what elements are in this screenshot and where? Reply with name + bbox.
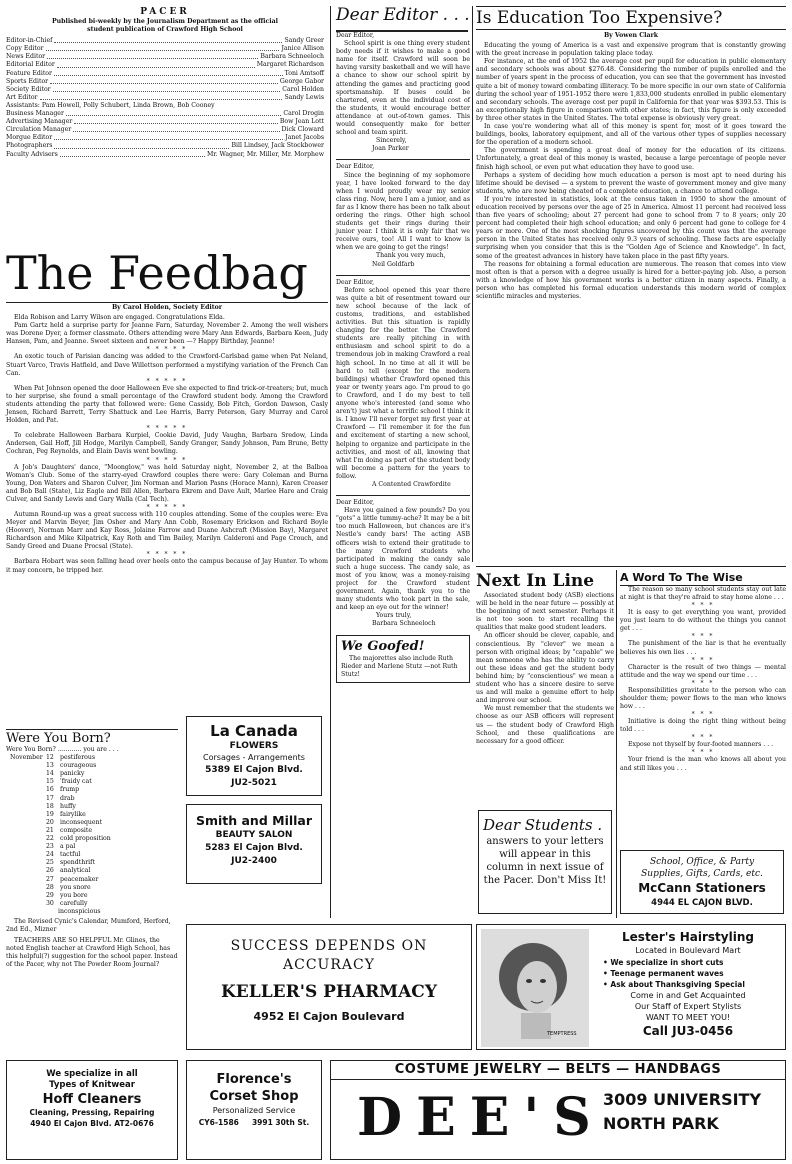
staff-name: Janet Jacobs <box>285 134 324 142</box>
born-row <box>10 851 178 859</box>
staff-name: Margaret Richardson <box>256 61 324 69</box>
separator-stars: * * * <box>691 711 715 719</box>
lester-item: • Teenage permanent waves <box>603 969 724 978</box>
born-day: 25 <box>46 859 54 867</box>
next-in-line-paragraph: An officer should be clever, capable, and conscientious. By "clever" we mean a person with original ideas; by "capable" we mean someone who has the ability to carry out these ideas and get the student body behind him; by "conscientious" we mean a student who has a sincere desire to serve us and will make a genuine effort to help and improve our school. <box>476 632 614 705</box>
born-month <box>10 892 46 900</box>
dear-students-box <box>478 810 612 914</box>
ad-keller-line2: ACCURACY <box>283 957 375 973</box>
born-sub: Were You Born? ............ you are . . . <box>6 746 119 753</box>
born-row <box>10 892 178 900</box>
word-to-wise <box>620 570 786 832</box>
ad-mccann-addr: 4944 EL CAJON BLVD. <box>651 898 753 908</box>
ad-lester-sub: Located in Boulevard Mart <box>635 946 741 955</box>
staff-role: Circulation Manager <box>6 126 72 134</box>
feedbag-paragraph: Pam Gartz held a surprise party for Jeanne Farn, Saturday, November 2. Among the well wishers was Dorene Dyer, a former classmate. Others attending were Mary Ann Edwards, Barbara Keen, Judy Hansen, Pam, and Jeanne. Sweet sixteen and never been —? Happy Birthday, Jeanne! <box>6 322 328 346</box>
staff-role: Copy Editor <box>6 45 44 53</box>
staff-role: News Editor <box>6 53 46 61</box>
born-word: 'fraidy cat <box>60 778 92 786</box>
born-month <box>10 811 46 819</box>
ad-lester-phone: Call JU3-0456 <box>642 1024 734 1038</box>
wise-item: Initiative is doing the right thing without being told . . . <box>620 718 786 734</box>
staff-list-business <box>6 110 324 159</box>
leader-dots <box>54 70 283 76</box>
leader-dots <box>47 53 258 59</box>
staff-role: Editorial Editor <box>6 61 55 69</box>
ad-lesters <box>476 924 786 1050</box>
letter-greeting: Dear Editor, <box>336 278 375 286</box>
born-month <box>10 762 46 770</box>
lester-item: • Ask about Thanksgiving Special <box>603 980 745 989</box>
ad-florence-line1: Personalized Service <box>212 1106 296 1115</box>
born-word: you bore <box>60 891 88 899</box>
separator-stars: * * * * * <box>146 377 188 385</box>
education-paragraph: Perhaps a system of deciding how much education a person is most apt to need during his lifetime should be devised — a system to prevent the waste of government money and give many students, who are now being cheated of a complete education, a chance to attend college. <box>476 171 786 195</box>
leader-dots <box>54 134 283 140</box>
born-word: panicky <box>60 770 85 778</box>
staff-row <box>6 45 324 53</box>
ad-dees-line1: 3009 UNIVERSITY <box>603 1090 762 1109</box>
ad-kellers-pharmacy <box>186 924 472 1050</box>
born-row <box>10 795 178 803</box>
born-month <box>10 835 46 843</box>
born-row <box>10 762 178 770</box>
feedbag-paragraph: Elda Robison and Larry Wilson are engaged. Congratulations Elda. <box>14 314 225 322</box>
masthead-line1: Published bi-weekly by the Journalism Department as the official <box>51 18 279 25</box>
born-row <box>10 876 178 884</box>
letter-body: Before school opened this year there was quite a bit of resentment toward our new school because of the lack of customs, traditions, and established activities. But this situation is rapidly changing for the better. The Crawford students are really pitching in with enthusiasm and school spirit to do a tremendous job in making Crawford a real high school. In no time at all it will be hard to tell (except for the modern buildings) whether Crawford opened this year or twenty years ago. I'm proud to go to Crawford, and I do my best to tell anyone who's interested (and some who aren't) just what a terrific school I think it is. I know I'll never forget my first year at Crawford — I'll remember it for the fun and excitement of starting a new school, helping to organize and participate in the activities, and most of all, knowing that what I'm doing as part of the student body will become a pattern for the years to follow. <box>336 286 470 480</box>
ad-hoff-line2: Types of Knitwear <box>49 1080 135 1090</box>
born-month: November <box>10 754 43 762</box>
education-title: Is Education Too Expensive? <box>476 6 786 30</box>
born-word: peacemaker <box>60 875 99 883</box>
born-month <box>10 786 46 794</box>
staff-role: Art Editor <box>6 93 38 101</box>
wise-title: A Word To The Wise <box>620 570 786 586</box>
born-month <box>10 876 46 884</box>
born-month <box>10 867 46 875</box>
born-row <box>10 884 178 892</box>
ad-lacanada-line2: 5389 El Cajon Blvd. <box>205 765 303 775</box>
staff-name: Dick Cloward <box>281 126 324 134</box>
staff-name: Toni Amtsoff <box>284 69 324 77</box>
letter-signature: Joan Parker <box>372 145 409 153</box>
ad-lacanada-line3: JU2-5021 <box>231 778 277 788</box>
born-last: inconspicious <box>58 907 101 915</box>
ad-smith-millar <box>186 804 322 884</box>
ad-lacanada-name: La Canada <box>210 722 298 740</box>
born-month <box>10 843 46 851</box>
leader-dots <box>40 94 283 100</box>
editor-letter <box>336 163 470 268</box>
staff-row <box>6 118 324 126</box>
ad-lester-line1: Come in and Get Acquainted <box>630 991 746 1000</box>
feedbag-article <box>6 304 328 730</box>
born-day: 13 <box>46 762 54 770</box>
born-day: 27 <box>46 875 54 883</box>
ad-smith-line2: JU2-2400 <box>231 856 277 866</box>
dear-editor <box>336 5 470 918</box>
born-row <box>10 778 178 786</box>
separator-stars: * * * * * <box>146 425 188 433</box>
letter-signature: A Contented Crawfordite <box>372 480 451 488</box>
leader-dots <box>74 118 278 124</box>
born-word: carefully <box>60 899 88 907</box>
staff-role: Society Editor <box>6 85 51 93</box>
education-paragraph: If you're interested in statistics, look at the census taken in 1950 to show the amount of education received by persons over the age of 25 in America. Almost 11 percent had received less than five years of schooling; about 27 percent had gone to school from 7 to 8 years; only 20 percent had completed their high school education; and only 6 percent had gone to college for 4 years or more. One of the most shocking figures uncovered by this count was that the average person in the United States has received only 9.3 years of schooling. These facts are especially surprising when you consider that this is the "Golden Age of Science and Knowledge". In fact, some of the greatest advances in history have taken place in the past fifty years. <box>476 195 786 260</box>
ad-lester-line2: Our Staff of Expert Stylists <box>634 1002 742 1011</box>
born-credit: The Revised Cynic's Calendar, Mumford, Herford, 2nd Ed., Mizner <box>6 917 171 934</box>
feedbag-title-text: The Feedbag <box>6 246 308 300</box>
born-row <box>10 859 178 867</box>
leader-dots <box>60 151 205 157</box>
born-month <box>10 819 46 827</box>
born-word: analytical <box>60 867 91 875</box>
born-month <box>10 778 46 786</box>
letter-greeting: Dear Editor, <box>336 163 375 171</box>
born-word: composite <box>60 826 93 834</box>
leader-dots <box>46 45 280 51</box>
education-paragraph: Educating the young of America is a vast and expensive program that is constantly growing with the great increase in population taking place today. <box>476 42 786 58</box>
teachers-note: TEACHERS ARE SO HELPFUL Mr. Glines, the noted English teacher at Crawford High School, has this helpful(?) suggestion for the school paper. Instead of the Pacer, why not The Powder Room Journal? <box>6 937 178 969</box>
born-word: pestiferous <box>60 754 96 762</box>
letter-signature: Barbara Schneeloch <box>372 620 436 628</box>
wise-item: Responsibilities gravitate to the person who can shoulder them; power flows to the man who knows how . . . <box>620 686 786 711</box>
born-month <box>10 884 46 892</box>
ad-mccann <box>620 850 784 914</box>
editor-letter <box>336 279 470 489</box>
born-month <box>10 851 46 859</box>
born-day: 20 <box>46 818 54 826</box>
dear-students-title: Dear Students . <box>483 816 603 834</box>
ad-hoff-cleaners <box>6 1060 178 1160</box>
born-row <box>10 835 178 843</box>
born-row <box>10 786 178 794</box>
wise-item: Character is the result of two things — mental attitude and the way we spend our time . . . <box>620 663 786 679</box>
staff-row <box>6 142 324 150</box>
education-byline: By Vowen Clark <box>603 32 659 39</box>
born-month <box>10 803 46 811</box>
born-word: a pal <box>60 843 76 851</box>
masthead-line2: student publication of Crawford High School <box>87 26 243 34</box>
staff-name: Bow Jean Lott <box>279 118 324 126</box>
ad-keller-addr: 4952 El Cajon Boulevard <box>253 1010 405 1023</box>
ad-mccann-name: McCann Stationers <box>638 881 766 895</box>
staff-role: Faculty Advisers <box>6 150 58 158</box>
ad-lester-name: Lester's Hairstyling <box>622 930 754 944</box>
letter-greeting: Dear Editor, <box>336 32 375 39</box>
born-word: drab <box>60 794 75 802</box>
ad-florences <box>186 1060 322 1160</box>
wise-item: It is easy to get everything you want, provided you just learn to do without the things you cannot get . . . <box>620 609 786 633</box>
leader-dots <box>54 142 229 148</box>
feedbag-byline: By Carol Holden, Society Editor <box>111 304 223 311</box>
staff-name: Mr. Wagner, Mr. Miller, Mr. Morphew <box>206 150 324 158</box>
separator-stars: * * * <box>691 679 715 687</box>
education-article <box>476 6 786 562</box>
feedbag-paragraph: To celebrate Halloween Barbara Kurpiel, Cookie David, Judy Vaughn, Barbara Sredow, Linda Andersen, Gail Hoff, Jill Hodge, Marilyn Campbell, Sandy Granger, Sandy Johnson, Pam Brune, Betty Cochran, Peg Reynolds, and Elain Davis went bowling. <box>6 432 328 456</box>
born-section <box>6 731 178 1027</box>
staff-name: Janice Allison <box>281 45 324 53</box>
born-day: 17 <box>46 794 54 802</box>
next-in-line-paragraph: Associated student body (ASB) elections will be held in the near future — possibly at the beginning of next semester. Perhaps it is not too soon to start recalling the qualities that make good student leaders. <box>476 592 614 632</box>
born-row <box>10 900 178 908</box>
born-day: 28 <box>46 883 54 891</box>
separator-stars: * * * * * <box>146 503 188 511</box>
ad-la-canada <box>186 716 322 796</box>
ad-hoff-line1: We specialize in all <box>46 1069 138 1079</box>
lester-item: • We specialize in short cuts <box>603 958 724 967</box>
wise-item: The reason so many school students stay out late at night is that they're afraid to stay home alone . . . <box>620 586 786 602</box>
staff-row <box>6 126 324 134</box>
feedbag-title <box>4 246 330 302</box>
born-word: tactful <box>60 851 81 859</box>
ad-dees-name: DEE'S <box>357 1087 605 1148</box>
born-day: 30 <box>46 899 54 907</box>
ad-dees <box>330 1060 786 1160</box>
staff-row <box>6 70 324 78</box>
born-day: 21 <box>46 826 54 834</box>
staff-row <box>6 134 324 142</box>
letter-greeting: Dear Editor, <box>336 499 375 507</box>
born-day: 23 <box>46 843 54 851</box>
ad-smith-name: Smith and Millar <box>195 813 313 828</box>
leader-dots <box>53 86 281 92</box>
staff-row <box>6 78 324 86</box>
born-title: Were You Born? <box>6 731 111 746</box>
staff-name: Sandy Greer <box>284 37 324 45</box>
ad-florence-line2: CY6-1586 3991 30th St. <box>198 1118 310 1127</box>
staff-role: Editor-in-Chief <box>6 37 53 45</box>
portrait-caption: TEMPTRESS <box>547 1031 577 1037</box>
editor-letter <box>336 32 470 153</box>
staff-name: George Gabor <box>279 77 324 85</box>
staff-assistants: Assistants: Pam Howell, Polly Schubert, Linda Brown, Bob Cooney <box>6 101 215 109</box>
staff-row <box>6 61 324 69</box>
leader-dots <box>50 78 278 84</box>
staff-role: Feature Editor <box>6 69 52 77</box>
born-month <box>10 770 46 778</box>
born-row <box>10 811 178 819</box>
dear-editor-title: Dear Editor . . . <box>336 5 470 25</box>
letter-closing: Sincerely, <box>376 137 407 145</box>
staff-name: Sandy Lewis <box>284 93 324 101</box>
letter-closing: Thank you very much, <box>376 252 446 260</box>
born-word: fairylike <box>60 810 86 818</box>
born-row <box>10 819 178 827</box>
goofed-body: The majorettes also include Ruth Rieder and Marlene Stutz —not Ruth Stutz! <box>341 654 458 678</box>
born-row <box>10 754 178 762</box>
born-day: 26 <box>46 867 54 875</box>
born-month <box>10 900 46 908</box>
portrait-image <box>481 929 589 1047</box>
staff-name: Carol Drogin <box>283 110 324 118</box>
born-day: 22 <box>46 835 54 843</box>
feedbag-paragraph: When Pat Johnson opened the door Halloween Eve she expected to find trick-or-treaters; but, much to her surprise, she found a small percentage of the Crawford student body. Among the Crawford students attending the party that followed were: Gene Cassidy, Bob Fitch, Gordon Dawson, Casly Jensen, Richard Barrett, Terry Shattuck and Lee Harris, Barry Peterson, Gary Murray and Carol Holden, and Pat. <box>6 384 328 425</box>
ad-keller-line1: SUCCESS DEPENDS ON <box>230 938 428 954</box>
goofed-title: We Goofed! <box>341 638 425 654</box>
leader-dots <box>54 37 282 43</box>
separator-stars: * * * <box>691 633 715 641</box>
ad-lester-line3: WANT TO MEET YOU! <box>645 1013 731 1022</box>
staff-role: Sports Editor <box>6 77 49 85</box>
staff-role: Advertising Manager <box>6 118 73 126</box>
born-month <box>10 795 46 803</box>
feedbag-paragraph: Barbara Hobart was seen falling head over heels onto the campus because of Jay Hunter. To whom it may concern, he tripped her. <box>6 558 328 574</box>
separator-stars: * * * * * <box>146 346 188 354</box>
born-word: you snore <box>60 883 91 891</box>
leader-dots <box>73 126 279 132</box>
born-row <box>10 770 178 778</box>
wise-item: The punishment of the liar is that he eventually believes his own lies . . . <box>620 640 786 656</box>
staff-list <box>6 37 324 102</box>
born-day: 16 <box>46 786 54 794</box>
ad-florence-name: Florence's <box>216 1072 292 1087</box>
wise-item: Expose not thyself by four-footed manners . . . <box>628 741 774 749</box>
born-month <box>10 827 46 835</box>
ad-dees-line2: NORTH PARK <box>603 1114 719 1133</box>
born-day: 19 <box>46 810 54 818</box>
next-in-line-paragraph: We must remember that the students we choose as our ASB officers will represent us — the student body of Crawford High School, and these qualifications are necessary for a good officer. <box>476 705 614 745</box>
born-row <box>10 803 178 811</box>
staff-row <box>6 110 324 118</box>
wise-item: Your friend is the man who knows all about you and still likes you . . . <box>620 756 786 772</box>
separator-stars: * * * <box>691 656 715 664</box>
ad-dees-top: COSTUME JEWELRY — BELTS — HANDBAGS <box>331 1061 785 1080</box>
separator-stars: * * * <box>691 749 715 757</box>
born-day: 29 <box>46 891 54 899</box>
separator-stars: * * * <box>691 734 715 742</box>
leader-dots <box>57 61 255 67</box>
staff-role: Morgue Editor <box>6 134 53 142</box>
separator-stars: * * * <box>691 602 715 610</box>
separator-stars: * * * * * <box>146 456 188 464</box>
masthead-title: PACER <box>140 7 190 17</box>
ad-smith-line1: 5283 El Cajon Blvd. <box>205 843 303 853</box>
born-word: huffy <box>60 802 76 810</box>
ad-keller-name: KELLER'S PHARMACY <box>221 982 437 1002</box>
born-word: frump <box>60 786 80 794</box>
staff-name: Bill Lindsey, Jack Stockbower <box>231 142 324 150</box>
born-word: spendthrift <box>60 859 95 867</box>
ad-lacanada-line1: Corsages - Arrangements <box>203 753 305 762</box>
born-row <box>10 827 178 835</box>
staff-name: Barbara Schneeloch <box>260 53 324 61</box>
letter-closing: Yours truly, <box>376 612 412 620</box>
born-word: cold proposition <box>60 835 111 843</box>
staff-name: Carol Holden <box>282 85 324 93</box>
born-day: 18 <box>46 802 54 810</box>
education-paragraph: The government is spending a great deal of money for the education of its citizens. Unfortunately, a great deal of this money is wasted, because a large percentage of people never finish high school, or even put what education they have to good use. <box>476 147 786 171</box>
ad-hoff-line4: 4940 El Cajon Blvd. AT2-0676 <box>30 1119 154 1128</box>
staff-row <box>6 94 324 102</box>
education-paragraph: In case you're wondering what all of this money is spent for, most of it goes toward the buildings, books, laboratory equipment, and all of the various other types of supplies necessary for the operation of a modern school. <box>476 123 786 147</box>
staff-row <box>6 37 324 45</box>
editor-letter <box>336 499 470 629</box>
ad-florence-sub: Corset Shop <box>209 1089 299 1104</box>
ad-hoff-line3: Cleaning, Pressing, Repairing <box>29 1108 155 1117</box>
feedbag-paragraph: A Job's Daughters' dance, "Moonglow," was held Saturday night, November 2, at the Balboa Woman's Club. Some of the starry-eyed Crawford couples there were: Gary Coleman and Burna Young, Don Waters and Sharon Culver, Jim Norman and Marion Pasns (Horace Mann), Karen Creaser and Bob Ball (State), Liz Eagle and Bill Allen, Barbara Ekrem and Dave Ault, Marlee Hare and Craig Culver, and Sandy Lewis and Gary Walla (Cal Tech). <box>6 463 328 503</box>
born-row <box>10 867 178 875</box>
staff-role: Photographers <box>6 142 53 150</box>
feedbag-paragraph: An exotic touch of Parisian dancing was added to the Crawford-Carlsbad game when Pat Neland, Stuart Varco, Travis Hatfield, and Dave Willettson performed a mystifying variation of the French Can Can. <box>6 353 328 377</box>
staff-role: Business Manager <box>6 110 64 118</box>
ad-lacanada-sub: FLOWERS <box>229 741 279 751</box>
born-day: 12 <box>46 754 54 762</box>
born-day: 15 <box>46 778 54 786</box>
born-day: 24 <box>46 851 54 859</box>
letter-signature: Neil Goldfarb <box>372 260 415 268</box>
feedbag-paragraph: Autumn Round-up was a great success with 110 couples attending. Some of the couples were: Eva Meyer and Marvin Beyer, Jim Osher and Mary Ann Cobb, Rosemary Erickson and Richard Boyle (Hoover), Norman Marr and Kay Ross, Jolaine Farrow and Duane Ashcraft (Mission Bay), Margaret Richardson and Mike Kilpatrick, Kay Roth and Tim Bailey, Marilyn Calderoni and Page Crouch, and Sandy Greed and Duane Procsal (State). <box>6 510 328 551</box>
born-word: inconsequent <box>60 818 103 826</box>
education-paragraph: The reasons for obtaining a formal education are numerous. The reason that comes into view most often is that a person with a degree usually is hired for a better-paying job. Also, a person with a knowledge of how his government works is a better citizen in many aspects. Finally, a person who has completed his formal education understands this modern world of complex scientific miracles and mysteries. <box>476 260 786 300</box>
dear-students-body: answers to your letters will appear in this column in next issue of the Pacer. Don't Miss It! <box>483 836 607 886</box>
next-in-line <box>476 570 614 806</box>
born-row <box>10 843 178 851</box>
next-in-line-title: Next In Line <box>476 571 595 591</box>
ad-hoff-name: Hoff Cleaners <box>42 1092 142 1107</box>
letter-body: Since the beginning of my sophomore year, I have looked forward to the day when I would proudly wear my senior class ring. Now, here I am a junior, and as far as I know there has been no talk about ordering the rings. Other high school students get their rings during their junior year. I think it is only fair that we receive ours, too! All I want to know is when we are going to get the rings! <box>336 171 470 252</box>
staff-row <box>6 86 324 94</box>
separator-stars: * * * * * <box>146 551 188 559</box>
born-month <box>10 859 46 867</box>
ad-smith-sub: BEAUTY SALON <box>215 830 293 840</box>
staff-row <box>6 151 324 159</box>
letter-body: Have you gained a few pounds? Do you "gots" a little tummy-ache? It may be a bit too much Halloween, but chances are it's Nestle's candy bars! The acting ASB officers wish to extend their gratitude to the many Crawford students who participated in making the candy sale such a huge success. The candy sale, as most of you know, was a money-raising project for the Crawford student government. Again, thank you to the many students who took part in the sale, and keep an eye out for the winner! <box>336 507 470 612</box>
education-paragraph: For instance, at the end of 1952 the average cost per pupil for education in public elementary and secondary schools was about $276.48. Considering the number of pupils enrolled and the number of years spent in the process of education, you can see that the government has invested quite a bit of money toward combating illiteracy. To be more specific in our own state of California during the school year of 1951-1952 there were 1,833,000 students enrolled in public elementary and secondary schools. The average cost per pupil in California for that year was $393.53. This is an exceptionally high figure in comparison with other states; in fact, this figure is only exceeded by three other states in the United States. The total expense is obviously very great. <box>476 58 786 122</box>
ad-mccann-line1: School, Office, & Party <box>649 857 755 867</box>
ad-mccann-line2: Supplies, Gifts, Cards, etc. <box>641 869 763 879</box>
staff-row <box>6 53 324 61</box>
masthead <box>6 6 324 246</box>
leader-dots <box>66 110 281 116</box>
letter-body: School spirit is one thing every student body needs if it wishes to make a good name for itself. Crawford will soon be having varsity basketball and we will have a chance to show our school spirit by attending the games and practicing good sportsmanship. If buses could be chartered, even at the individual cost of the students, it would encourage better attendance at out-of-town games. This would consequently make for better school and team spirit. <box>336 40 470 137</box>
born-word: courageous <box>60 762 97 770</box>
born-day: 14 <box>46 770 54 778</box>
